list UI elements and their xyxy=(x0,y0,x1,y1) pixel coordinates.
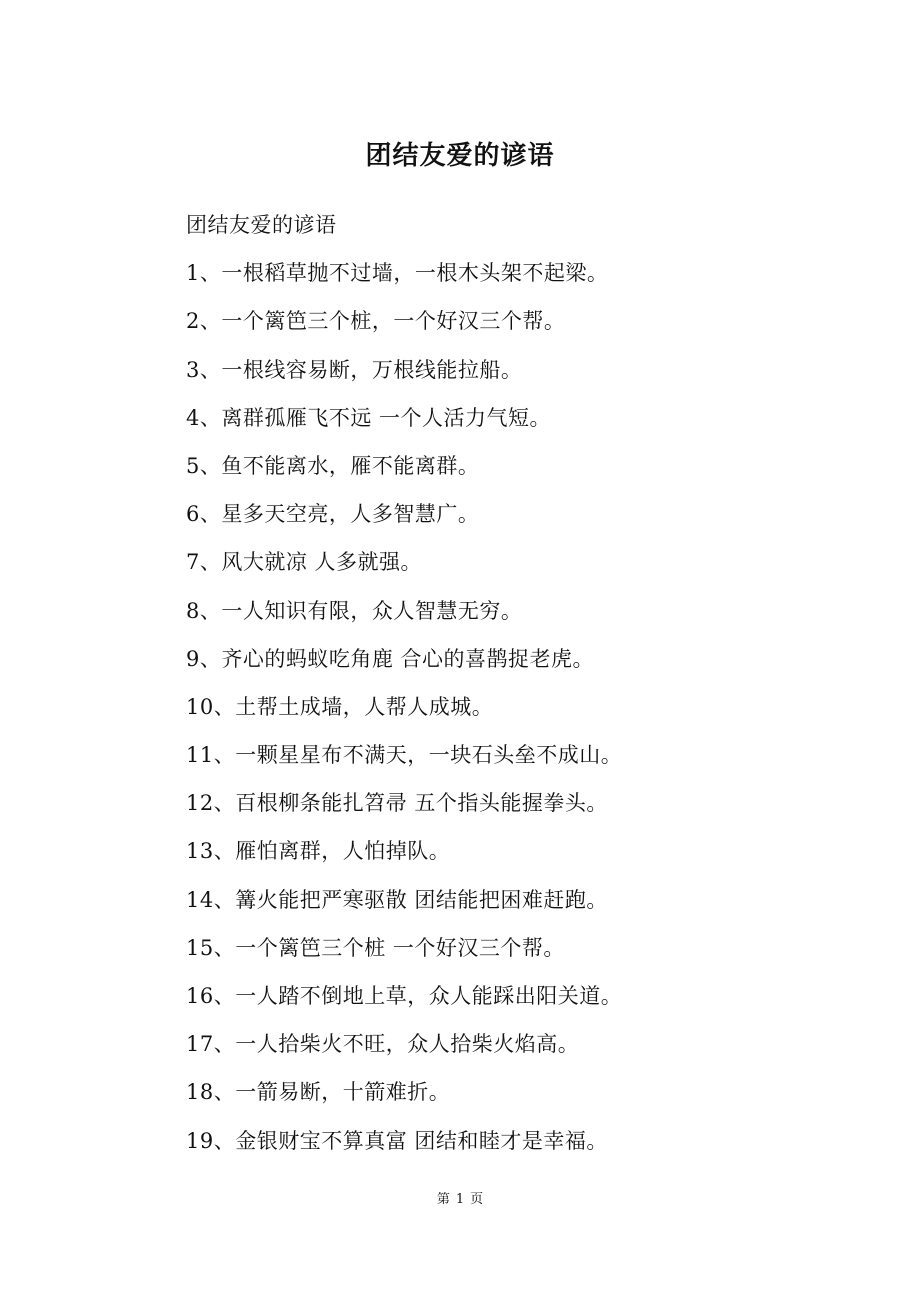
proverb-item: 18、一箭易断，十箭难折。 xyxy=(186,1080,451,1105)
proverb-item: 9、齐心的蚂蚁吃角鹿 合心的喜鹊捉老虎。 xyxy=(186,646,595,671)
document-title: 团结友爱的谚语 xyxy=(365,141,555,171)
proverb-item: 7、风大就凉 人多就强。 xyxy=(186,550,423,575)
proverb-item: 10、土帮土成墙，人帮人成城。 xyxy=(186,694,494,719)
proverb-item: 13、雁怕离群，人怕掉队。 xyxy=(186,839,451,864)
document-body xyxy=(186,205,886,1169)
proverb-item: 11、一颗星星布不满天，一块石头垒不成山。 xyxy=(186,743,623,768)
proverb-item: 12、百根柳条能扎笤帚 五个指头能握拳头。 xyxy=(186,791,608,816)
proverb-item: 6、星多天空亮，人多智慧广。 xyxy=(186,502,480,527)
proverb-item: 4、离群孤雁飞不远 一个人活力气短。 xyxy=(186,405,552,430)
page-number: 1 xyxy=(455,1192,465,1207)
proverb-item: 1、一根稻草抛不过墙，一根木头架不起梁。 xyxy=(186,261,609,286)
proverb-item: 14、篝火能把严寒驱散 团结能把困难赶跑。 xyxy=(186,887,608,912)
page-label-prefix: 第 xyxy=(436,1192,450,1207)
proverb-item: 17、一人拾柴火不旺，众人拾柴火焰高。 xyxy=(186,1032,580,1057)
proverb-item: 16、一人踏不倒地上草，众人能踩出阳关道。 xyxy=(186,984,623,1008)
page-footer xyxy=(0,1190,920,1210)
proverb-item: 19、金银财宝不算真富 团结和睦才是幸福。 xyxy=(186,1128,608,1153)
proverb-item: 3、一根线容易断，万根线能拉船。 xyxy=(186,357,523,382)
subtitle: 团结友爱的谚语 xyxy=(186,213,337,237)
page-label-suffix: 页 xyxy=(470,1192,484,1207)
proverb-item: 2、一个篱笆三个桩，一个好汉三个帮。 xyxy=(186,309,566,334)
proverb-item: 8、一人知识有限，众人智慧无穷。 xyxy=(186,598,523,623)
proverb-item: 15、一个篱笆三个桩 一个好汉三个帮。 xyxy=(186,935,565,960)
proverb-item: 5、鱼不能离水，雁不能离群。 xyxy=(186,453,480,478)
